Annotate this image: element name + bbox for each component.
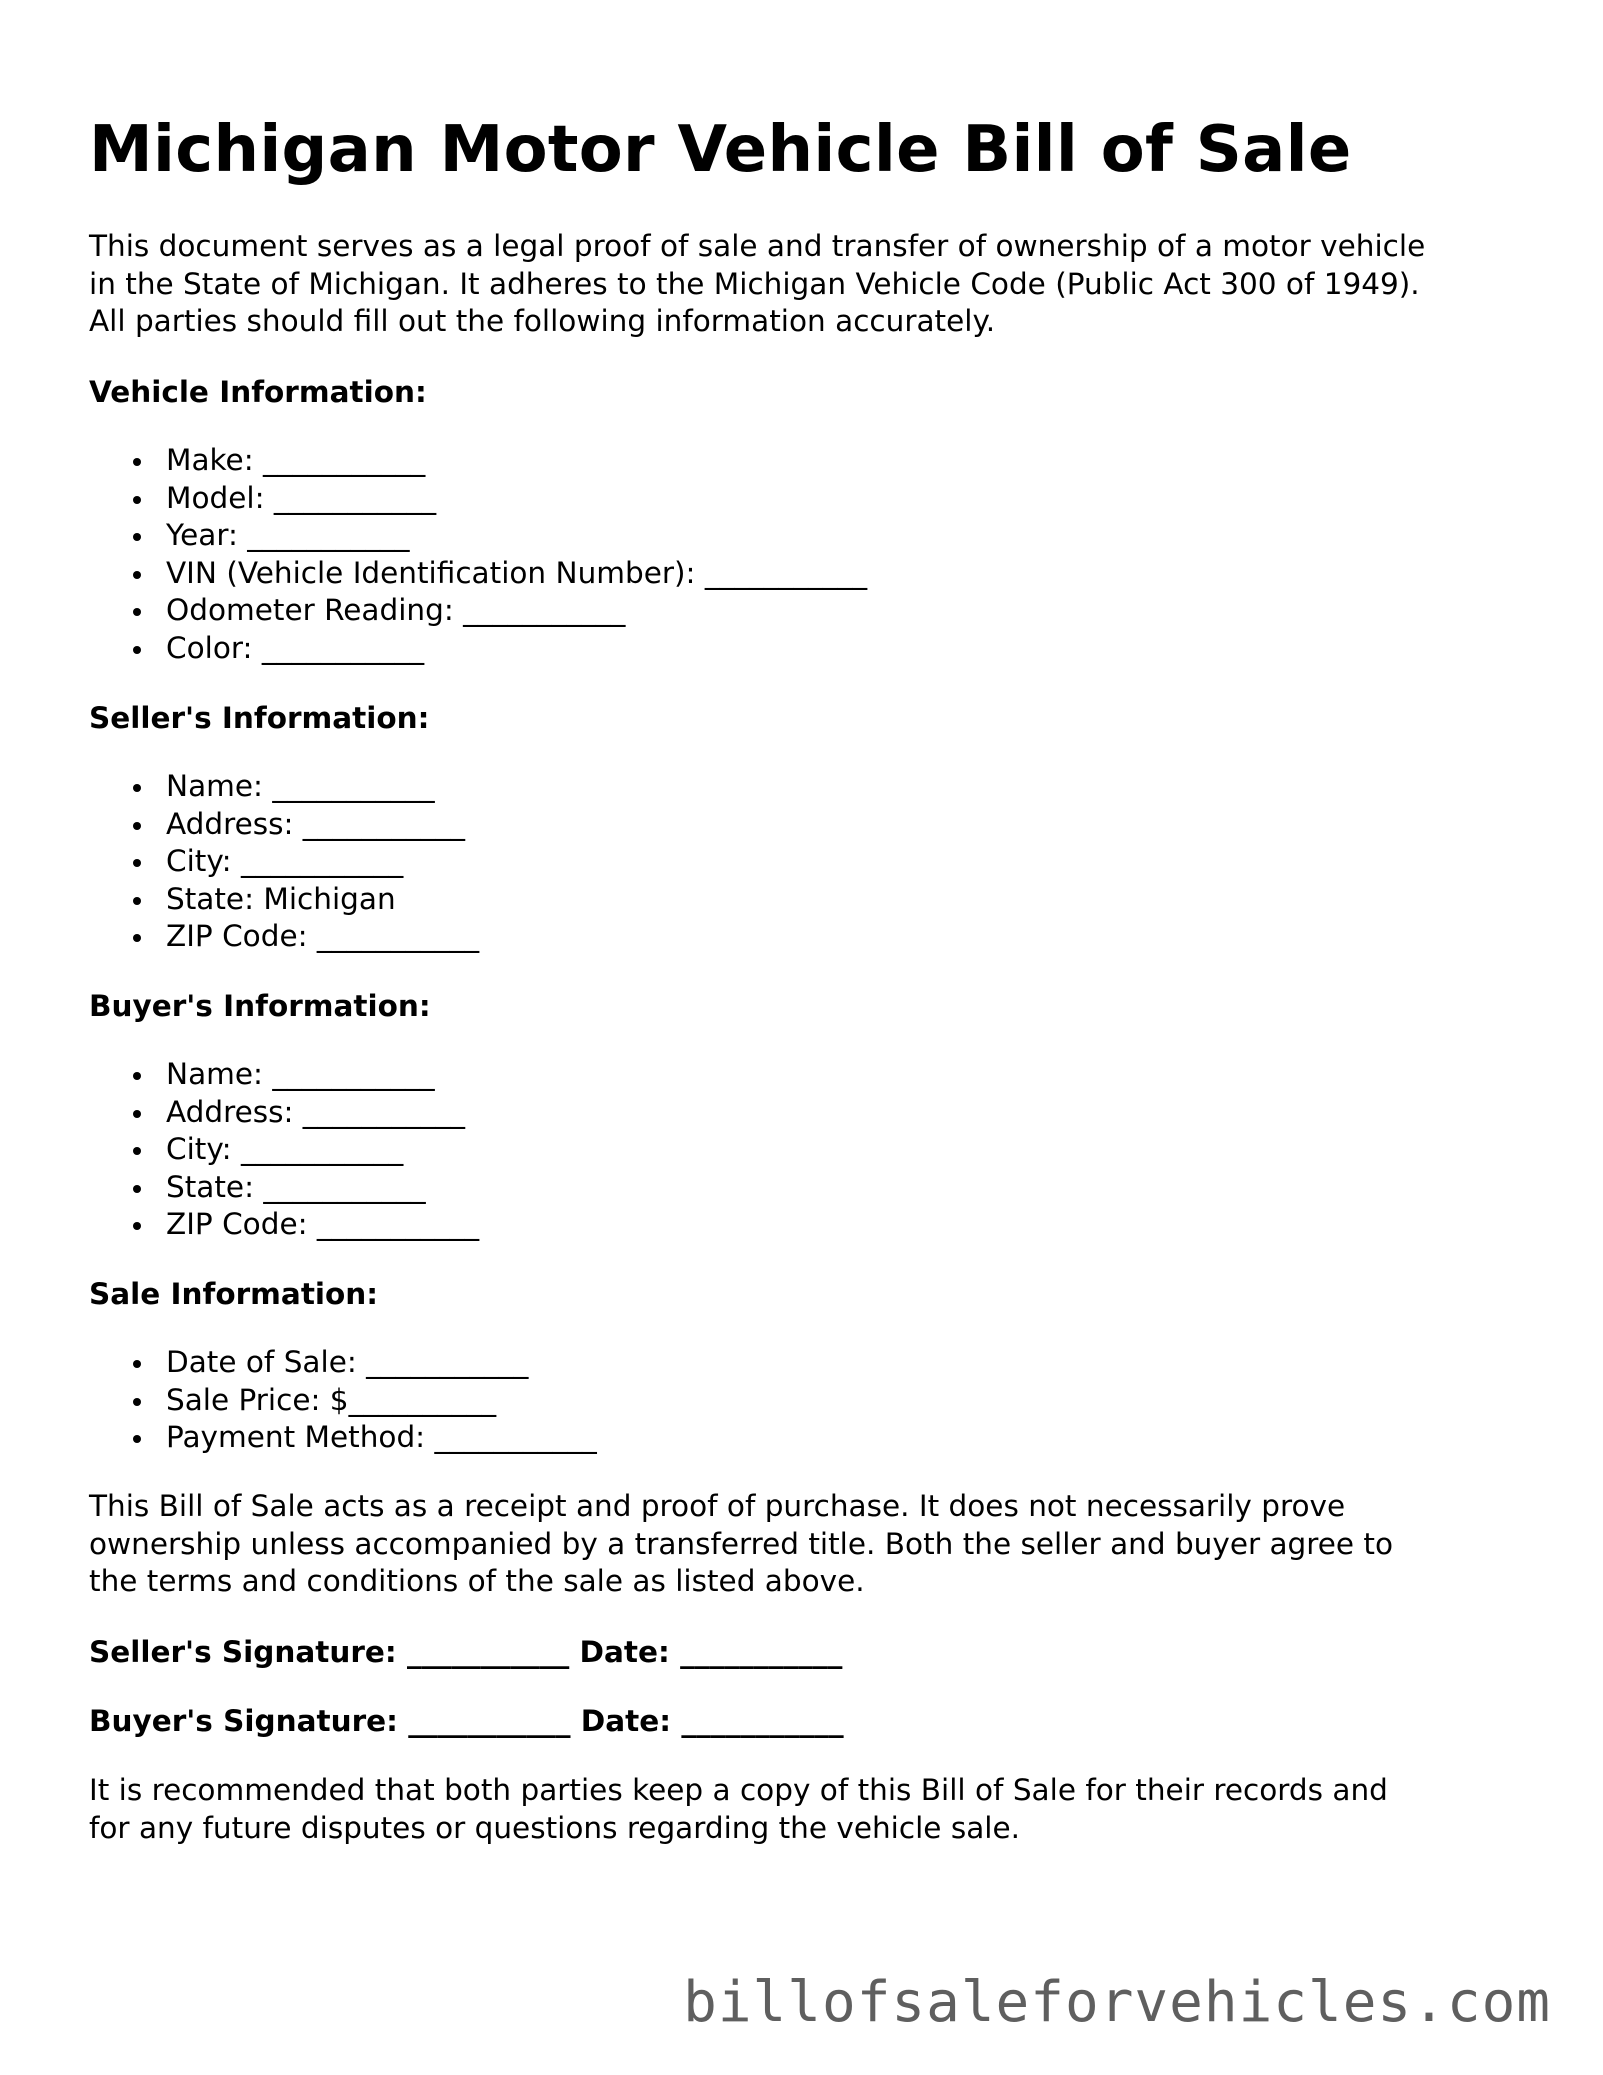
sale-field-list — [89, 1344, 597, 1457]
buyer-zip-field: ZIP Code: ___________ — [89, 1206, 479, 1244]
site-watermark: billofsaleforvehicles.com — [683, 1970, 1551, 2035]
vehicle-year-field: Year: ___________ — [89, 517, 867, 555]
vehicle-model-field: Model: ___________ — [89, 480, 867, 518]
buyer-address-field: Address: ___________ — [89, 1094, 479, 1132]
intro-line: This document serves as a legal proof of sale and transfer of ownership of a motor vehicle — [89, 229, 1426, 263]
sale-section-heading: Sale Information: — [89, 1277, 379, 1311]
seller-signature-line: Seller's Signature: ___________ Date: ___________ — [89, 1635, 843, 1669]
page-title: Michigan Motor Vehicle Bill of Sale — [89, 113, 1352, 187]
buyer-signature-line: Buyer's Signature: ___________ Date: ___________ — [89, 1704, 844, 1738]
seller-state-field: State: Michigan — [89, 881, 479, 919]
vehicle-make-field: Make: ___________ — [89, 442, 867, 480]
vehicle-color-field: Color: ___________ — [89, 630, 867, 668]
receipt-line: the terms and conditions of the sale as listed above. — [89, 1564, 865, 1598]
sale-price-field: Sale Price: $__________ — [89, 1382, 597, 1420]
closing-line: for any future disputes or questions regarding the vehicle sale. — [89, 1810, 1020, 1845]
buyer-name-field: Name: ___________ — [89, 1056, 479, 1094]
seller-name-field: Name: ___________ — [89, 768, 479, 806]
receipt-paragraph — [89, 1488, 1529, 1601]
receipt-line: This Bill of Sale acts as a receipt and proof of purchase. It does not necessarily prove — [89, 1489, 1346, 1523]
closing-paragraph — [89, 1772, 1529, 1847]
seller-field-list — [89, 768, 479, 956]
buyer-state-field: State: ___________ — [89, 1169, 479, 1207]
seller-address-field: Address: ___________ — [89, 806, 479, 844]
buyer-city-field: City: ___________ — [89, 1131, 479, 1169]
seller-section-heading: Seller's Information: — [89, 701, 430, 735]
intro-paragraph — [89, 228, 1529, 341]
buyer-section-heading: Buyer's Information: — [89, 989, 431, 1023]
buyer-field-list — [89, 1056, 479, 1244]
seller-city-field: City: ___________ — [89, 843, 479, 881]
payment-method-field: Payment Method: ___________ — [89, 1419, 597, 1457]
sale-date-field: Date of Sale: ___________ — [89, 1344, 597, 1382]
vehicle-field-list — [89, 442, 867, 667]
receipt-line: ownership unless accompanied by a transferred title. Both the seller and buyer agree to — [89, 1526, 1394, 1561]
seller-zip-field: ZIP Code: ___________ — [89, 918, 479, 956]
intro-line: All parties should fill out the following information accurately. — [89, 304, 996, 338]
closing-line: It is recommended that both parties keep a copy of this Bill of Sale for their records and — [89, 1773, 1388, 1807]
intro-line: in the State of Michigan. It adheres to the Michigan Vehicle Code (Public Act 300 of 1949). — [89, 266, 1420, 301]
vehicle-section-heading: Vehicle Information: — [89, 375, 427, 409]
vehicle-odometer-field: Odometer Reading: ___________ — [89, 592, 867, 630]
vehicle-vin-field: VIN (Vehicle Identification Number): ___________ — [89, 555, 867, 593]
